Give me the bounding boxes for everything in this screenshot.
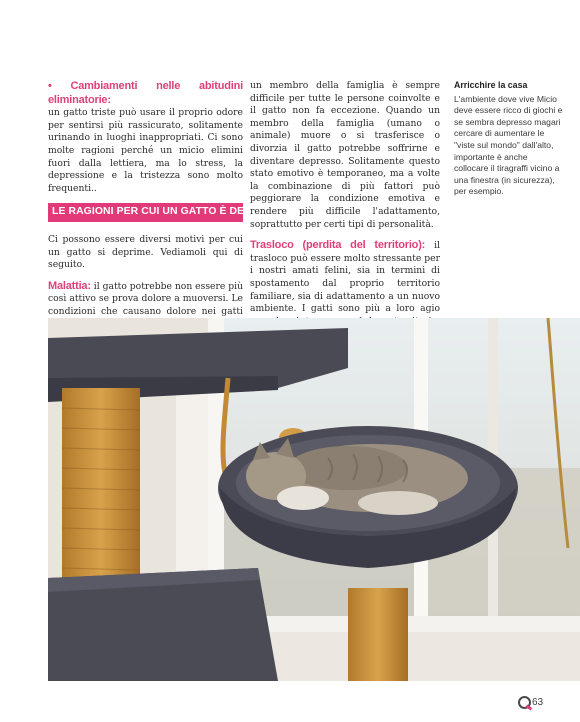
sidebar-title: Arricchire la casa bbox=[454, 80, 528, 90]
intro-paragraph: Ci possono essere diversi motivi per cui un gatto si deprime. Vediamoli qui di seguito. bbox=[48, 233, 243, 271]
body-trasloco: il trasloco può essere molto stressante per i nostri amati felini, sia in termini di spostamento dal proprio territorio familiare, sia di adattamento a un nuovo ambiente. I gatti sono più a loro agio bbox=[250, 240, 440, 315]
section-banner: LE RAGIONI PER CUI UN GATTO È DEPRESSO bbox=[48, 203, 243, 222]
sidebar-body: L'ambiente dove vive Micio deve essere ricco di giochi e se sembra depresso magari cercare di aumentare le "viste sul mondo" dall'alto, importante è anche collocare il tiragraffi vicino a una finestra (in sicurezza), per esempio. bbox=[454, 93, 563, 197]
paragraph-famiglia: un membro della famiglia è sempre difficile per tutte le persone coinvolte e il gatto non fa eccezione. Quando un membro della famiglia (umano o animale) muore o si trasferisce o divorzia il gatto potrebbe soffrirne e diventare depresso. Solitamente questo stato emotivo è temporaneo, ma a volte la combinazione di più fattori può peggiorare la condizione emotiva e rendere più difficile l'adattamento, soprattutto per certi tipi di personalità. bbox=[250, 80, 440, 230]
subhead-trasloco: Trasloco (perdita del territorio): bbox=[250, 239, 426, 252]
magazine-logo-icon bbox=[518, 696, 531, 709]
subhead-malattia: Malattia: bbox=[48, 279, 91, 292]
sidebar-box bbox=[454, 80, 564, 198]
paragraph-eliminatorie bbox=[48, 80, 243, 195]
page-footer bbox=[518, 694, 543, 710]
page-number: 63 bbox=[532, 696, 544, 708]
subhead-eliminatorie: • Cambiamenti nelle abitudini eliminatorie: bbox=[48, 80, 243, 106]
body-malattia: il gatto potrebbe non essere più così attivo se prova dolore a muoversi. Le condizioni che causano dolore nei gatti bbox=[48, 280, 243, 317]
body-eliminatorie: un gatto triste può usare il proprio odore per sentirsi più rassicurato, solitamente urinando in luoghi inappropriati. Ci sono molte ragioni perché un micio elimini fuori dalla lettiera, ma lo stress, la depressione e la tristezza sono molto frequenti.. bbox=[48, 107, 243, 194]
cat-tree-photo bbox=[48, 318, 580, 681]
cat-photo-illustration bbox=[48, 318, 580, 681]
